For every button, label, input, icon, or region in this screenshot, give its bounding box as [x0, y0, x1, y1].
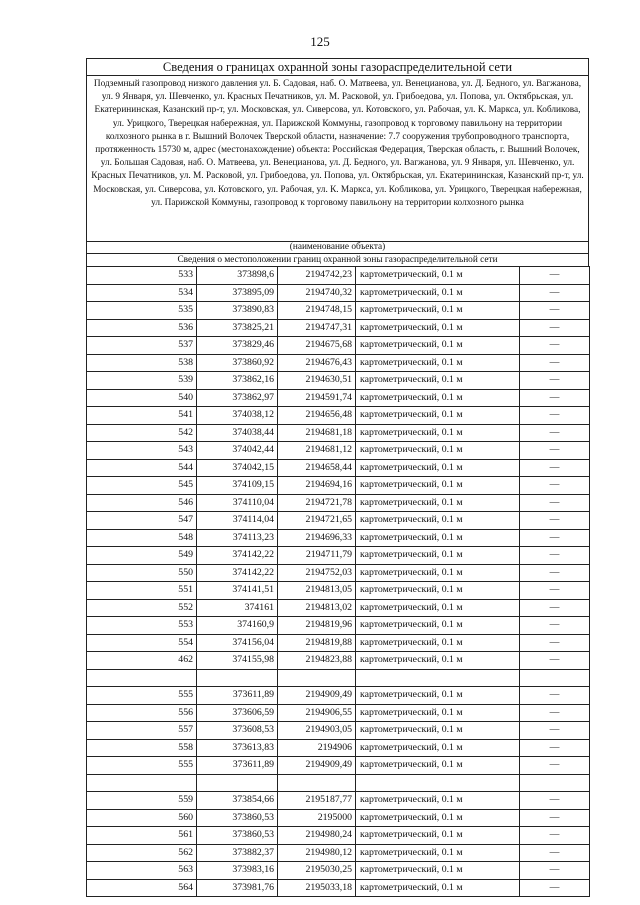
table-row [87, 389, 590, 407]
x-coordinate-cell: 374141,51 [197, 582, 278, 600]
table-row [87, 494, 590, 512]
table-row [87, 424, 590, 442]
note-cell: — [520, 372, 590, 390]
y-coordinate-cell: 2195030,25 [278, 862, 356, 880]
note-cell: — [520, 477, 590, 495]
point-number-cell: 533 [87, 267, 197, 285]
method-accuracy-cell: картометрический, 0.1 м [356, 652, 520, 670]
note-cell: — [520, 389, 590, 407]
table-row [87, 529, 590, 547]
point-number-cell: 542 [87, 424, 197, 442]
y-coordinate-cell: 2194656,48 [278, 407, 356, 425]
table-row [87, 634, 590, 652]
y-coordinate-cell: 2194658,44 [278, 459, 356, 477]
method-accuracy-cell: картометрический, 0.1 м [356, 792, 520, 810]
point-number-cell: 552 [87, 599, 197, 617]
method-accuracy-cell: картометрический, 0.1 м [356, 494, 520, 512]
y-coordinate-cell [278, 669, 356, 687]
table-row [87, 617, 590, 635]
x-coordinate-cell: 373611,89 [197, 757, 278, 775]
x-coordinate-cell: 374113,23 [197, 529, 278, 547]
x-coordinate-cell: 374142,22 [197, 564, 278, 582]
method-accuracy-cell: картометрический, 0.1 м [356, 564, 520, 582]
object-description: Подземный газопровод низкого давления ул. Б. Садовая, наб. О. Матвеева, ул. Венецианова, ул. Д. Бедного, ул. Вагжанова, ул. 9 Января, ул. Шевченко, ул. Красных Печатников, ул. М. Расковой, ул. Грибоедова, ул. Попова, ул. Октябрьская, ул. Екатерининская, Казанский пр-т, ул. Московская, ул. Сиверсова, ул. Котовского, ул. Рабочая, ул. К. Маркса, ул. Кобликова, ул. Урицкого, Тверецкая набережная, ул. Парижской Коммуны, газопровод к торговому павильону на территории колхозного рынка в г. Вышний Волочек Тверской области, назначение: 7.7 сооружения трубопроводного транспорта, протяженность 15730 м, адрес (местонахождение) объекта: Российская Федерация, Тверская область, г. Вышний Волочек, ул. Большая Садовая, наб. О. Матвеева, ул. Венецианова, ул. Д. Бедного, ул. Вагжанова, ул. 9 Января, ул. Шевченко, ул. Красных Печатников, ул. М. Расковой, ул. Грибоедова, ул. Попова, ул. Октябрьская, ул. Екатерининская, Казанский пр-т, ул. Московская, ул. Сиверсова, ул. Котовского, ул. Рабочая, ул. К. Маркса, ул. Кобликова, ул. Урицкого, Тверецкая набережная, ул. Парижской Коммуны, газопровод к торговому павильону на территории колхозного рынка [86, 75, 589, 241]
location-caption: Сведения о местоположении границ охранной зоны газораспределительной сети [86, 253, 589, 266]
x-coordinate-cell: 374142,22 [197, 547, 278, 565]
point-number-cell: 560 [87, 809, 197, 827]
method-accuracy-cell: картометрический, 0.1 м [356, 687, 520, 705]
point-number-cell: 536 [87, 319, 197, 337]
point-number-cell: 563 [87, 862, 197, 880]
x-coordinate-cell: 373860,53 [197, 809, 278, 827]
table-row [87, 582, 590, 600]
note-cell: — [520, 722, 590, 740]
y-coordinate-cell: 2194721,78 [278, 494, 356, 512]
method-accuracy-cell: картометрический, 0.1 м [356, 862, 520, 880]
y-coordinate-cell: 2194740,32 [278, 284, 356, 302]
x-coordinate-cell: 374161 [197, 599, 278, 617]
y-coordinate-cell: 2194694,16 [278, 477, 356, 495]
point-number-cell: 546 [87, 494, 197, 512]
method-accuracy-cell: картометрический, 0.1 м [356, 547, 520, 565]
method-accuracy-cell [356, 774, 520, 792]
method-accuracy-cell: картометрический, 0.1 м [356, 879, 520, 897]
point-number-cell: 555 [87, 757, 197, 775]
note-cell [520, 774, 590, 792]
y-coordinate-cell: 2194909,49 [278, 757, 356, 775]
point-number-cell: 462 [87, 652, 197, 670]
y-coordinate-cell: 2194630,51 [278, 372, 356, 390]
note-cell: — [520, 319, 590, 337]
method-accuracy-cell: картометрический, 0.1 м [356, 582, 520, 600]
method-accuracy-cell: картометрический, 0.1 м [356, 372, 520, 390]
document-title: Сведения о границах охранной зоны газораспределительной сети [86, 58, 589, 75]
note-cell: — [520, 284, 590, 302]
x-coordinate-cell: 373606,59 [197, 704, 278, 722]
method-accuracy-cell: картометрический, 0.1 м [356, 722, 520, 740]
point-number-cell: 545 [87, 477, 197, 495]
method-accuracy-cell: картометрический, 0.1 м [356, 302, 520, 320]
point-number-cell: 539 [87, 372, 197, 390]
method-accuracy-cell: картометрический, 0.1 м [356, 477, 520, 495]
y-coordinate-cell: 2194681,18 [278, 424, 356, 442]
method-accuracy-cell: картометрический, 0.1 м [356, 442, 520, 460]
point-number-cell: 543 [87, 442, 197, 460]
object-name-caption: (наименование объекта) [86, 241, 589, 253]
note-cell: — [520, 512, 590, 530]
y-coordinate-cell: 2194747,31 [278, 319, 356, 337]
table-row [87, 512, 590, 530]
x-coordinate-cell: 374042,15 [197, 459, 278, 477]
y-coordinate-cell: 2194823,88 [278, 652, 356, 670]
y-coordinate-cell [278, 774, 356, 792]
y-coordinate-cell: 2194906,55 [278, 704, 356, 722]
method-accuracy-cell [356, 669, 520, 687]
table-row [87, 757, 590, 775]
table-row [87, 652, 590, 670]
method-accuracy-cell: картометрический, 0.1 м [356, 424, 520, 442]
note-cell: — [520, 459, 590, 477]
point-number-cell: 548 [87, 529, 197, 547]
note-cell [520, 669, 590, 687]
method-accuracy-cell: картометрический, 0.1 м [356, 389, 520, 407]
note-cell: — [520, 599, 590, 617]
x-coordinate-cell: 374042,44 [197, 442, 278, 460]
x-coordinate-cell: 373890,83 [197, 302, 278, 320]
point-number-cell: 556 [87, 704, 197, 722]
method-accuracy-cell: картометрический, 0.1 м [356, 459, 520, 477]
x-coordinate-cell: 373854,66 [197, 792, 278, 810]
page-number: 125 [310, 34, 330, 49]
y-coordinate-cell: 2194752,03 [278, 564, 356, 582]
point-number-cell: 544 [87, 459, 197, 477]
point-number-cell: 558 [87, 739, 197, 757]
y-coordinate-cell: 2194813,05 [278, 582, 356, 600]
method-accuracy-cell: картометрический, 0.1 м [356, 284, 520, 302]
table-row [87, 477, 590, 495]
table-row [87, 879, 590, 897]
method-accuracy-cell: картометрический, 0.1 м [356, 809, 520, 827]
y-coordinate-cell: 2195187,77 [278, 792, 356, 810]
table-row [87, 372, 590, 390]
x-coordinate-cell: 374160,9 [197, 617, 278, 635]
table-row [87, 284, 590, 302]
point-number-cell: 557 [87, 722, 197, 740]
note-cell: — [520, 879, 590, 897]
table-row [87, 739, 590, 757]
note-cell: — [520, 704, 590, 722]
x-coordinate-cell: 373608,53 [197, 722, 278, 740]
point-number-cell: 534 [87, 284, 197, 302]
y-coordinate-cell: 2194591,74 [278, 389, 356, 407]
y-coordinate-cell: 2194819,96 [278, 617, 356, 635]
x-coordinate-cell: 373825,21 [197, 319, 278, 337]
x-coordinate-cell: 373981,76 [197, 879, 278, 897]
x-coordinate-cell [197, 669, 278, 687]
point-number-cell: 540 [87, 389, 197, 407]
table-row [87, 267, 590, 285]
note-cell: — [520, 354, 590, 372]
table-row [87, 722, 590, 740]
y-coordinate-cell: 2194903,05 [278, 722, 356, 740]
point-number-cell: 538 [87, 354, 197, 372]
point-number-cell: 541 [87, 407, 197, 425]
y-coordinate-cell: 2195000 [278, 809, 356, 827]
note-cell: — [520, 652, 590, 670]
x-coordinate-cell: 373898,6 [197, 267, 278, 285]
method-accuracy-cell: картометрический, 0.1 м [356, 407, 520, 425]
table-row-spacer [87, 669, 590, 687]
point-number-cell: 553 [87, 617, 197, 635]
note-cell: — [520, 792, 590, 810]
x-coordinate-cell: 373860,92 [197, 354, 278, 372]
table-row [87, 792, 590, 810]
note-cell: — [520, 739, 590, 757]
y-coordinate-cell: 2194696,33 [278, 529, 356, 547]
method-accuracy-cell: картометрический, 0.1 м [356, 617, 520, 635]
y-coordinate-cell: 2194675,68 [278, 337, 356, 355]
x-coordinate-cell: 374114,04 [197, 512, 278, 530]
table-row [87, 442, 590, 460]
y-coordinate-cell: 2194681,12 [278, 442, 356, 460]
note-cell: — [520, 617, 590, 635]
note-cell: — [520, 564, 590, 582]
method-accuracy-cell: картометрический, 0.1 м [356, 529, 520, 547]
note-cell: — [520, 407, 590, 425]
coordinates-table-body [87, 267, 590, 897]
method-accuracy-cell: картометрический, 0.1 м [356, 319, 520, 337]
note-cell: — [520, 547, 590, 565]
note-cell: — [520, 267, 590, 285]
point-number-cell: 535 [87, 302, 197, 320]
table-row [87, 564, 590, 582]
note-cell: — [520, 844, 590, 862]
y-coordinate-cell: 2194909,49 [278, 687, 356, 705]
y-coordinate-cell: 2194980,24 [278, 827, 356, 845]
point-number-cell: 550 [87, 564, 197, 582]
y-coordinate-cell: 2194906 [278, 739, 356, 757]
point-number-cell: 537 [87, 337, 197, 355]
y-coordinate-cell: 2194742,23 [278, 267, 356, 285]
note-cell: — [520, 634, 590, 652]
y-coordinate-cell: 2195033,18 [278, 879, 356, 897]
table-row [87, 459, 590, 477]
point-number-cell: 554 [87, 634, 197, 652]
point-number-cell [87, 774, 197, 792]
table-row [87, 827, 590, 845]
note-cell: — [520, 529, 590, 547]
x-coordinate-cell: 374109,15 [197, 477, 278, 495]
x-coordinate-cell: 373983,16 [197, 862, 278, 880]
table-row [87, 687, 590, 705]
point-number-cell: 551 [87, 582, 197, 600]
x-coordinate-cell: 374038,12 [197, 407, 278, 425]
y-coordinate-cell: 2194819,88 [278, 634, 356, 652]
note-cell: — [520, 809, 590, 827]
method-accuracy-cell: картометрический, 0.1 м [356, 704, 520, 722]
note-cell: — [520, 687, 590, 705]
table-row [87, 547, 590, 565]
note-cell: — [520, 424, 590, 442]
x-coordinate-cell: 373613,83 [197, 739, 278, 757]
x-coordinate-cell: 373829,46 [197, 337, 278, 355]
method-accuracy-cell: картометрический, 0.1 м [356, 757, 520, 775]
x-coordinate-cell: 373860,53 [197, 827, 278, 845]
method-accuracy-cell: картометрический, 0.1 м [356, 354, 520, 372]
y-coordinate-cell: 2194748,15 [278, 302, 356, 320]
point-number-cell: 561 [87, 827, 197, 845]
note-cell: — [520, 827, 590, 845]
note-cell: — [520, 302, 590, 320]
point-number-cell: 555 [87, 687, 197, 705]
x-coordinate-cell: 373611,89 [197, 687, 278, 705]
method-accuracy-cell: картометрический, 0.1 м [356, 634, 520, 652]
method-accuracy-cell: картометрический, 0.1 м [356, 512, 520, 530]
x-coordinate-cell: 373862,16 [197, 372, 278, 390]
point-number-cell: 549 [87, 547, 197, 565]
point-number-cell: 562 [87, 844, 197, 862]
y-coordinate-cell: 2194980,12 [278, 844, 356, 862]
y-coordinate-cell: 2194711,79 [278, 547, 356, 565]
note-cell: — [520, 337, 590, 355]
table-row [87, 844, 590, 862]
note-cell: — [520, 757, 590, 775]
note-cell: — [520, 494, 590, 512]
method-accuracy-cell: картометрический, 0.1 м [356, 844, 520, 862]
table-row [87, 407, 590, 425]
point-number-cell [87, 669, 197, 687]
point-number-cell: 564 [87, 879, 197, 897]
note-cell: — [520, 442, 590, 460]
boundary-document [86, 58, 589, 897]
coordinates-table [86, 266, 590, 897]
method-accuracy-cell: картометрический, 0.1 м [356, 827, 520, 845]
table-row-spacer [87, 774, 590, 792]
table-row [87, 862, 590, 880]
table-row [87, 337, 590, 355]
x-coordinate-cell: 373882,37 [197, 844, 278, 862]
method-accuracy-cell: картометрический, 0.1 м [356, 739, 520, 757]
x-coordinate-cell: 373895,09 [197, 284, 278, 302]
x-coordinate-cell: 374110,04 [197, 494, 278, 512]
y-coordinate-cell: 2194676,43 [278, 354, 356, 372]
table-row [87, 302, 590, 320]
method-accuracy-cell: картометрический, 0.1 м [356, 337, 520, 355]
y-coordinate-cell: 2194813,02 [278, 599, 356, 617]
table-row [87, 354, 590, 372]
x-coordinate-cell [197, 774, 278, 792]
method-accuracy-cell: картометрический, 0.1 м [356, 599, 520, 617]
table-row [87, 704, 590, 722]
table-row [87, 809, 590, 827]
x-coordinate-cell: 374155,98 [197, 652, 278, 670]
x-coordinate-cell: 374156,04 [197, 634, 278, 652]
table-row [87, 599, 590, 617]
table-row [87, 319, 590, 337]
note-cell: — [520, 582, 590, 600]
x-coordinate-cell: 374038,44 [197, 424, 278, 442]
x-coordinate-cell: 373862,97 [197, 389, 278, 407]
point-number-cell: 547 [87, 512, 197, 530]
y-coordinate-cell: 2194721,65 [278, 512, 356, 530]
method-accuracy-cell: картометрический, 0.1 м [356, 267, 520, 285]
point-number-cell: 559 [87, 792, 197, 810]
note-cell: — [520, 862, 590, 880]
